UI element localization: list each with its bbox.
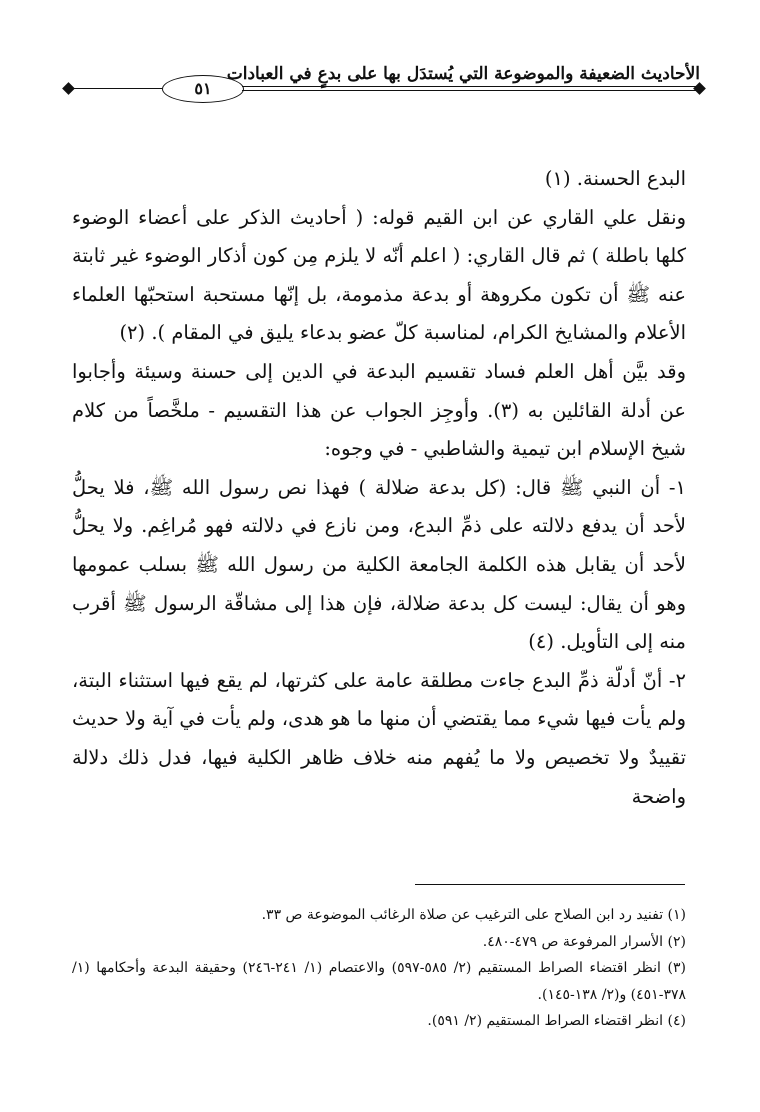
footnote: (٢) الأسرار المرفوعة ص ٤٧٩-٤٨٠. (482, 933, 686, 950)
page-header (60, 40, 700, 110)
header-rule-top (242, 86, 700, 87)
footnote-separator (415, 884, 685, 885)
footnote: (١) تفنيد رد ابن الصلاح على الترغيب عن صلاة الرغائب الموضوعة ص ٣٣. (261, 907, 686, 923)
running-title: الأحاديث الضعيفة والموضوعة التي يُستدَل بها على بدعٍ في العبادات (226, 64, 700, 84)
footnote: (٤) انظر اقتضاء الصراط المستقيم (٢/ ٥٩١). (427, 1013, 686, 1029)
footnotes (72, 902, 686, 1035)
paragraph: وقد بيَّن أهل العلم فساد تقسيم البدعة في الدين إلى حسنة وسيئة وأجابوا عن أدلة القائلين به (٣). وأوجِز الجواب عن هذا التقسيم - ملخَّصاً من كلام شيخ الإسلام ابن تيمية والشاطبي - في وجوه: (72, 359, 686, 461)
paragraph: ١- أن النبي ﷺ قال: (كل بدعة ضلالة ) فهذا نص رسول الله ﷺ، فلا يحلُّ لأحد أن يدفع دلالته على ذمِّ البدع، ومن نازع في دلالته فهو مُراغِم. ولا يحلُّ لأحد أن يقابل هذه الكلمة الجامعة الكلية من رسول الله ﷺ بسلب عمومها وهو أن يقال: ليست كل بدعة ضلالة، فإن هذا إلى مشاقّة الرسول ﷺ أقرب منه إلى التأويل. (٤) (72, 475, 686, 654)
footnote: (٣) انظر اقتضاء الصراط المستقيم (٢/ ٥٨٥-٥٩٧) والاعتصام (١/ ٢٤١-٢٤٦) وحقيقة البدعة وأحكامها (١/ ٣٧٨-٤٥١) و(٢/ ١٣٨-١٤٥). (72, 960, 686, 1003)
main-text (72, 160, 686, 816)
page-number: ٥١ (162, 75, 244, 103)
paragraph: البدع الحسنة. (١) (544, 167, 686, 190)
header-rule-bottom (242, 90, 700, 91)
header-rule-left (70, 88, 162, 89)
paragraph: ٢- أنّ أدلّة ذمِّ البدع جاءت مطلقة عامة على كثرتها، لم يقع فيها استثناء البتة، ولم يأت فيها شيء مما يقتضي أن منها ما هو هدى، ولم يأت في آية ولا حديث تقييدٌ ولا تخصيص ولا ما يُفهم منه خلاف ظاهر الكلية فيها، فدل ذلك دلالة واضحة (72, 668, 686, 808)
right-diamond-ornament (693, 82, 706, 95)
paragraph: ونقل علي القاري عن ابن القيم قوله: ( أحاديث الذكر على أعضاء الوضوء كلها باطلة ) ثم قال القاري: ( اعلم أنّه لا يلزم مِن كون أذكار الوضوء غير ثابتة عنه ﷺ أن تكون مكروهة أو بدعة مذمومة، بل إنّها مستحبة استحبّها العلماء الأعلام والمشايخ الكرام، لمناسبة كلّ عضو بدعاء يليق في المقام ). (٢) (72, 205, 686, 345)
